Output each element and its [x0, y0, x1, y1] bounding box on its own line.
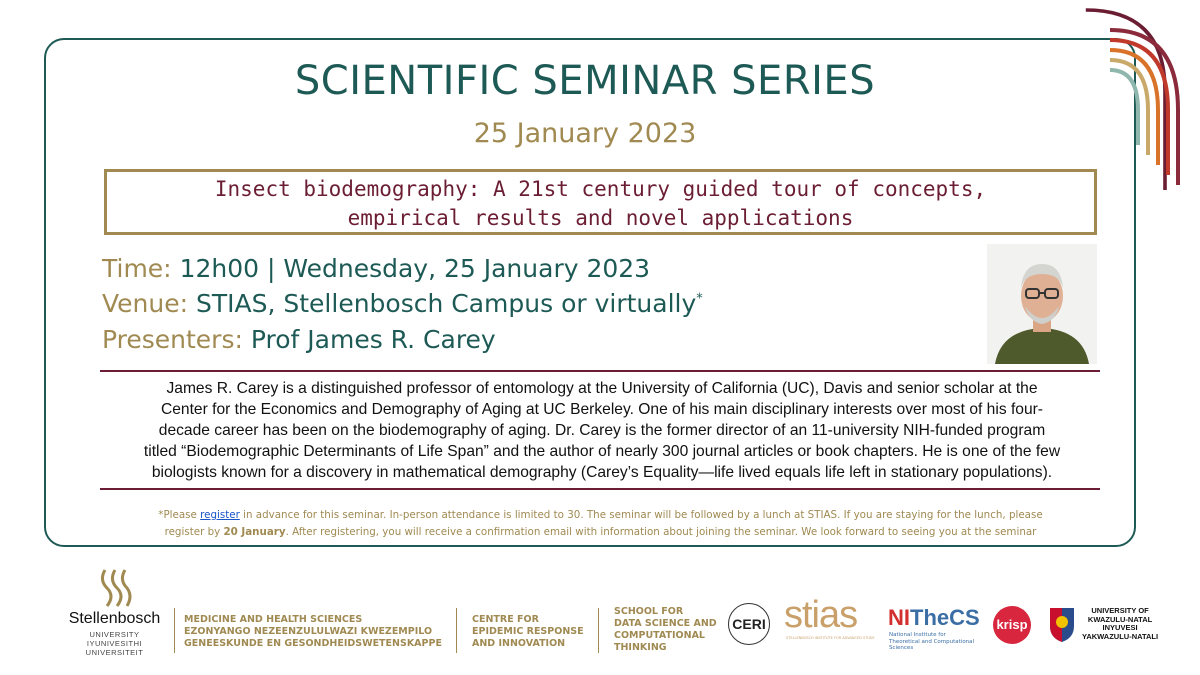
note-deadline: 20 January	[223, 526, 286, 538]
divider-bottom	[100, 488, 1100, 490]
ukzn-line-1: UNIVERSITY OF	[1091, 606, 1149, 615]
ukzn-line-2: KWAZULU-NATAL	[1087, 614, 1153, 624]
topic-line-1: Insect biodemography: A 21st century guided tour of concepts,	[214, 177, 987, 201]
venue-label: Venue:	[102, 289, 189, 318]
nithecs-sub-1: National Institute for	[889, 632, 946, 638]
stellenbosch-crest-icon	[97, 566, 133, 610]
presenter-bio	[82, 378, 1122, 483]
bio-line-5: biologists known for a discovery in mathematical demography (Carey’s Equality—life lived equals life left in stationary populations).	[151, 464, 1053, 481]
topic-line-2: empirical results and novel applications	[347, 206, 854, 230]
ceri-logo: CERI	[728, 603, 770, 645]
footer-separator-3	[598, 608, 599, 653]
presenters-row	[102, 325, 496, 354]
school-name	[614, 606, 717, 654]
time-label: Time:	[102, 254, 172, 283]
ukzn-line-3: INYUVESI	[1102, 623, 1138, 632]
presenters-value: Prof James R. Carey	[250, 325, 496, 354]
stellenbosch-name: Stellenbosch	[68, 610, 161, 627]
note-part-1: in advance for this seminar. In-person attendance is limited to 30. The seminar will be followed by a lunch at STIAS. If you are staying for the lunch, please	[239, 509, 1043, 521]
school-line-1: SCHOOL FOR	[614, 606, 684, 617]
stellenbosch-subtitle	[62, 630, 167, 657]
registration-note	[88, 507, 1113, 541]
divider-top	[100, 370, 1100, 372]
ukzn-crest-icon	[1046, 604, 1078, 644]
school-line-3: COMPUTATIONAL	[614, 630, 705, 641]
series-title: SCIENTIFIC SEMINAR SERIES	[294, 58, 876, 104]
stellenbosch-sub-2: IYUNIVESITHI	[86, 639, 143, 648]
faculty-name	[184, 614, 442, 650]
time-row	[102, 254, 650, 283]
faculty-line-1: MEDICINE AND HEALTH SCIENCES	[184, 614, 363, 625]
faculty-line-2: EZONYANGO NEZEENZULULWAZI KWEZEMPILO	[184, 626, 433, 637]
school-line-2: DATA SCIENCE AND	[614, 618, 717, 629]
bio-line-3: decade career has been on the biodemography of aging. Dr. Carey is the former director of an 11-university NIH-funded program	[158, 422, 1046, 439]
nithecs-subtitle	[889, 632, 979, 652]
venue-row	[102, 289, 703, 318]
nithecs-logo	[888, 605, 980, 631]
note-part-3: . After registering, you will receive a confirmation email with information about joining the seminar. We look forward to seeing you at the seminar	[285, 526, 1037, 538]
footer-separator-1	[174, 608, 175, 653]
bio-line-2: Center for the Economics and Demography of Aging at UC Berkeley. One of his main disciplinary interests over most of his four-	[160, 401, 1044, 418]
nithecs-ni: NI	[888, 605, 910, 630]
presenters-label: Presenters:	[102, 325, 243, 354]
ukzn-name	[1082, 607, 1158, 641]
krisp-logo: krisp	[993, 606, 1031, 644]
register-link[interactable]: register	[200, 509, 240, 521]
venue-asterisk: *	[696, 291, 703, 307]
topic-box	[104, 169, 1097, 235]
presenter-photo	[987, 244, 1097, 364]
nithecs-cs: CS	[949, 605, 980, 630]
footer-separator-2	[456, 608, 457, 653]
venue-value: STIAS, Stellenbosch Campus or virtually	[196, 289, 697, 318]
seminar-date: 25 January 2023	[473, 118, 697, 149]
school-line-4: THINKING	[614, 642, 667, 653]
note-prefix: *Please	[158, 509, 201, 521]
bio-line-1: James R. Carey is a distinguished professor of entomology at the University of California (UC), Davis and senior scholar at the	[166, 380, 1038, 397]
note-part-2: register by	[164, 526, 224, 538]
stias-logo: stias	[784, 594, 858, 636]
nithecs-sub-2: Theoretical and Computational Sciences	[889, 638, 975, 651]
stias-subtitle: STELLENBOSCH INSTITUTE FOR ADVANCED STUDY	[786, 636, 875, 640]
stellenbosch-sub-1: UNIVERSITY	[89, 630, 140, 639]
ukzn-line-4: YAKWAZULU-NATALI	[1082, 631, 1159, 641]
centre-name	[472, 614, 584, 650]
centre-line-3: AND INNOVATION	[472, 638, 566, 649]
faculty-line-3: GENEESKUNDE EN GESONDHEIDSWETENSKAPPE	[184, 638, 442, 649]
centre-line-1: CENTRE FOR	[472, 614, 539, 625]
time-value: 12h00 | Wednesday, 25 January 2023	[179, 254, 651, 283]
bio-line-4: titled “Biodemographic Determinants of Life Span” and the author of nearly 300 journal articles or book chapters. He is one of the few	[143, 443, 1061, 460]
stellenbosch-sub-3: UNIVERSITEIT	[85, 648, 144, 657]
centre-line-2: EPIDEMIC RESPONSE	[472, 626, 584, 637]
nithecs-the: The	[910, 605, 950, 630]
